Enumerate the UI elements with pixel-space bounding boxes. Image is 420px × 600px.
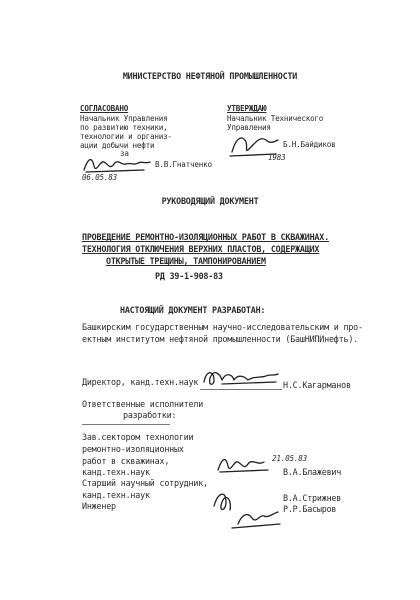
executor-line: Старший научный сотрудник, <box>82 478 208 488</box>
executor-line: ремонтно-изоляционных <box>82 444 184 454</box>
agreed-line: технологии и организ- <box>80 132 172 141</box>
agreed-line: Начальник Управления <box>80 114 168 123</box>
doc-title-line: ОТКРЫТЫЕ ТРЕЩИНЫ, ТАМПОНИРОВАНИЕМ <box>106 256 266 266</box>
developed-heading: НАСТОЯЩИЙ ДОКУМЕНТ РАЗРАБОТАН: <box>120 305 266 315</box>
doc-title-line: ПРОВЕДЕНИЕ РЕМОНТНО-ИЗОЛЯЦИОННЫХ РАБОТ В СКВАЖИНАХ. <box>82 232 329 242</box>
doc-code: РД 39-1-908-83 <box>155 271 223 281</box>
approved-heading: УТВЕРЖДАЮ <box>227 104 267 113</box>
director-signature <box>200 364 280 390</box>
exec-name: В.А.Стрижнев <box>283 493 342 503</box>
executors-heading: Ответственные исполнители <box>82 399 204 409</box>
developed-text-line: Башкирским государственным научно-исследовательским и про- <box>82 322 363 332</box>
approved-date: 1983 <box>268 153 286 162</box>
executor-line: Инженер <box>82 501 116 511</box>
agreed-line: по развитию техники, <box>80 123 168 132</box>
executor-line: Зав.сектором технологии <box>82 432 194 442</box>
executors-rule <box>82 424 170 425</box>
agreed-line: ации добычи нефти <box>80 141 155 150</box>
agreed-heading: СОГЛАСОВАНО <box>80 104 129 113</box>
director-signature-line <box>200 389 282 390</box>
doc-title-line: ТЕХНОЛОГИЯ ОТКЛЮЧЕНИЯ ВЕРХНИХ ПЛАСТОВ, СОДЕРЖАЩИХ <box>82 244 320 254</box>
executor-line: канд.техн.наук <box>82 467 150 477</box>
approved-signer: Б.Н.Байдиков <box>283 140 336 149</box>
approved-line: Управления <box>227 123 271 132</box>
executor-line: канд.техн.наук <box>82 490 150 500</box>
agreed-date: 06.05.83 <box>82 173 117 182</box>
executor-signature-2 <box>208 484 286 532</box>
agreed-line: за <box>120 149 129 158</box>
director-label: Директор, канд.техн.наук <box>82 377 199 387</box>
exec-date: 21.05.83 <box>272 454 307 463</box>
developed-text-line: ектным институтом нефтяной промышленности (БашНИПИнефть). <box>82 334 359 344</box>
exec-name: Р.Р.Басыров <box>283 504 337 514</box>
director-name: Н.С.Кагарманов <box>283 380 351 390</box>
agreed-signer: В.В.Гнатченко <box>155 160 212 169</box>
approved-line: Начальник Технического <box>227 114 324 123</box>
exec-name: В.А.Блажевич <box>283 467 342 477</box>
executors-heading: разработки: <box>123 410 177 420</box>
executor-line: работ в скважинах, <box>82 456 170 466</box>
executor-signature-1 <box>214 452 272 478</box>
doc-type: РУКОВОДЯЩИЙ ДОКУМЕНТ <box>161 196 259 206</box>
ministry-header: МИНИСТЕРСТВО НЕФТЯНОЙ ПРОМЫШЛЕННОСТИ <box>122 71 298 81</box>
